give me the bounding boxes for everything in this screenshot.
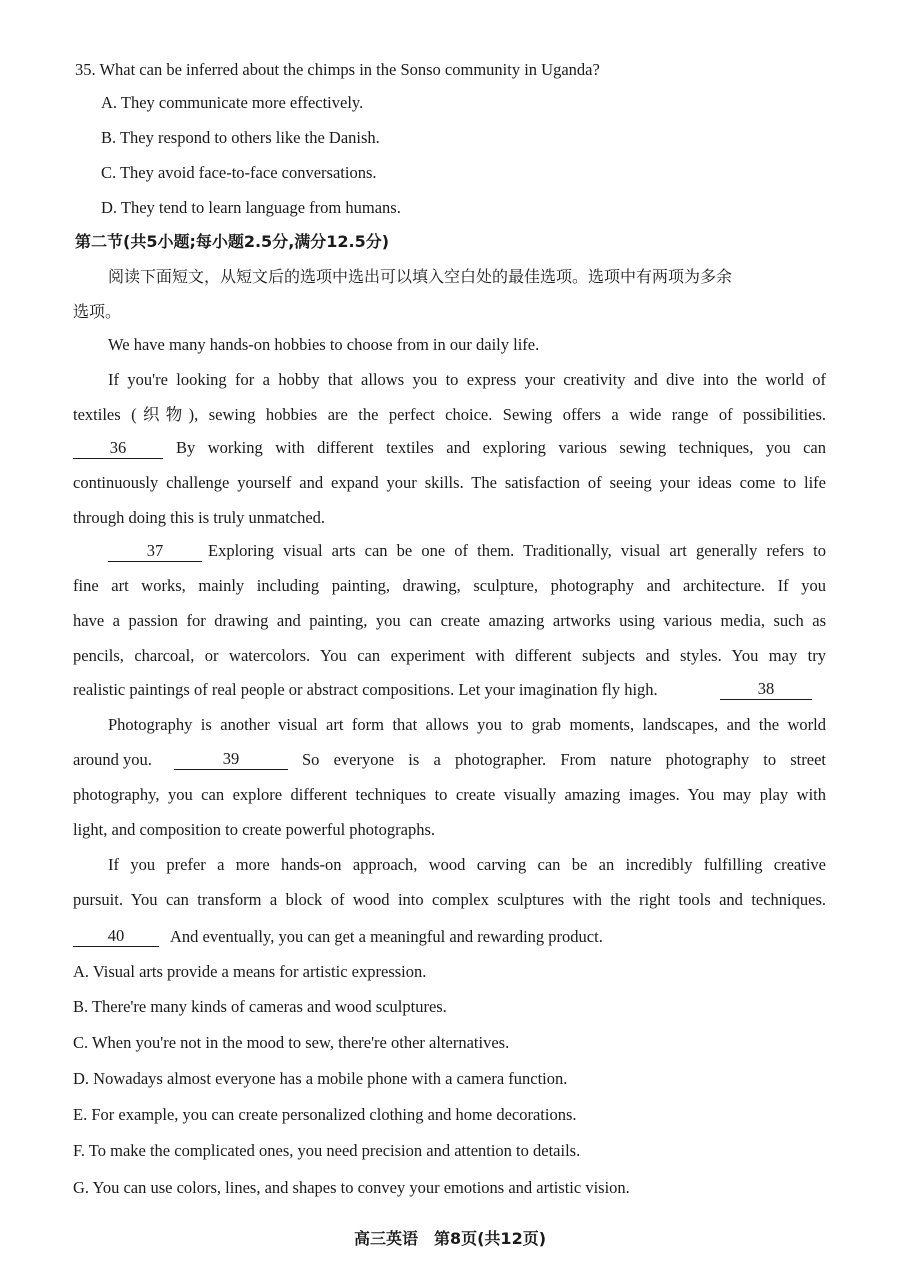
passage-p2-line3 xyxy=(73,437,169,459)
passage-p5-line3: And eventually, you can get a meaningful and rewarding product. xyxy=(170,927,603,946)
answer-blank-36[interactable]: 36 xyxy=(73,438,163,459)
passage-p4-line4: light, and composition to create powerful photographs. xyxy=(73,820,436,839)
choice-f: F. To make the complicated ones, you need precision and attention to details. xyxy=(73,1141,581,1160)
passage-p5-line3-blank xyxy=(73,925,165,947)
passage-p2-line3-text: By working with different textiles and exploring various sewing techniques, you can xyxy=(176,438,826,457)
passage-p4-line2-start: around you. xyxy=(73,750,152,769)
choice-c: C. When you're not in the mood to sew, there're other alternatives. xyxy=(73,1033,510,1052)
passage-p3-line2: fine art works, mainly including painting, drawing, sculpture, photography and architecture. If you xyxy=(73,576,826,595)
passage-p2-line1: If you're looking for a hobby that allows you to express your creativity and dive into the world of xyxy=(108,370,826,389)
page-footer: 高三英语 第8页(共12页) xyxy=(353,1229,547,1248)
passage-p3-line1: Exploring visual arts can be one of them. Traditionally, visual art generally refers to xyxy=(208,541,826,560)
question-35-option-b: B. They respond to others like the Danish. xyxy=(101,128,380,147)
passage-p4-line1: Photography is another visual art form that allows you to grab moments, landscapes, and the world xyxy=(108,715,826,734)
passage-p5-line2: pursuit. You can transform a block of wood into complex sculptures with the right tools and techniques. xyxy=(73,890,826,909)
choice-e: E. For example, you can create personalized clothing and home decorations. xyxy=(73,1105,577,1124)
passage-p3-line3: have a passion for drawing and painting, you can create amazing artworks using various media, such as xyxy=(73,611,826,630)
question-35-option-d: D. They tend to learn language from humans. xyxy=(101,198,401,217)
section-instruction-line1: 阅读下面短文，从短文后的选项中选出可以填入空白处的最佳选项。选项中有两项为多余 xyxy=(108,267,733,286)
passage-p2-line4: continuously challenge yourself and expand your skills. The satisfaction of seeing your ideas come to life xyxy=(73,473,826,492)
passage-p3-line5-blank xyxy=(720,678,818,700)
choice-a: A. Visual arts provide a means for artistic expression. xyxy=(73,962,427,981)
passage-p4-line2-blank xyxy=(174,748,294,770)
passage-p4-line2-end: So everyone is a photographer. From nature photography to street xyxy=(302,750,826,769)
passage-p2-line2: textiles (织物), sewing hobbies are the perfect choice. Sewing offers a wide range of possibilities. xyxy=(73,405,826,424)
question-35-stem: 35. What can be inferred about the chimps in the Sonso community in Uganda? xyxy=(75,60,600,79)
section-instruction-line2: 选项。 xyxy=(73,302,122,321)
passage-p5-line1: If you prefer a more hands-on approach, wood carving can be an incredibly fulfilling creative xyxy=(108,855,826,874)
choice-d: D. Nowadays almost everyone has a mobile phone with a camera function. xyxy=(73,1069,568,1088)
answer-blank-37[interactable]: 37 xyxy=(108,541,202,562)
passage-p3-line5: realistic paintings of real people or abstract compositions. Let your imagination fly high. xyxy=(73,680,658,699)
question-35-option-c: C. They avoid face-to-face conversations. xyxy=(101,163,377,182)
section-heading: 第二节(共5小题;每小题2.5分,满分12.5分) xyxy=(75,232,390,251)
answer-blank-38[interactable]: 38 xyxy=(720,679,812,700)
passage-p3-line1-blank xyxy=(108,540,208,562)
passage-p4-line3: photography, you can explore different techniques to create visually amazing images. You may play with xyxy=(73,785,826,804)
passage-paragraph-1: We have many hands-on hobbies to choose from in our daily life. xyxy=(108,335,540,354)
question-35-option-a: A. They communicate more effectively. xyxy=(101,93,364,112)
passage-p2-line5: through doing this is truly unmatched. xyxy=(73,508,326,527)
choice-g: G. You can use colors, lines, and shapes to convey your emotions and artistic vision. xyxy=(73,1178,630,1197)
passage-p3-line4: pencils, charcoal, or watercolors. You can experiment with different subjects and styles. You may try xyxy=(73,646,826,665)
choice-b: B. There're many kinds of cameras and wood sculptures. xyxy=(73,997,447,1016)
answer-blank-40[interactable]: 40 xyxy=(73,926,159,947)
answer-blank-39[interactable]: 39 xyxy=(174,749,288,770)
